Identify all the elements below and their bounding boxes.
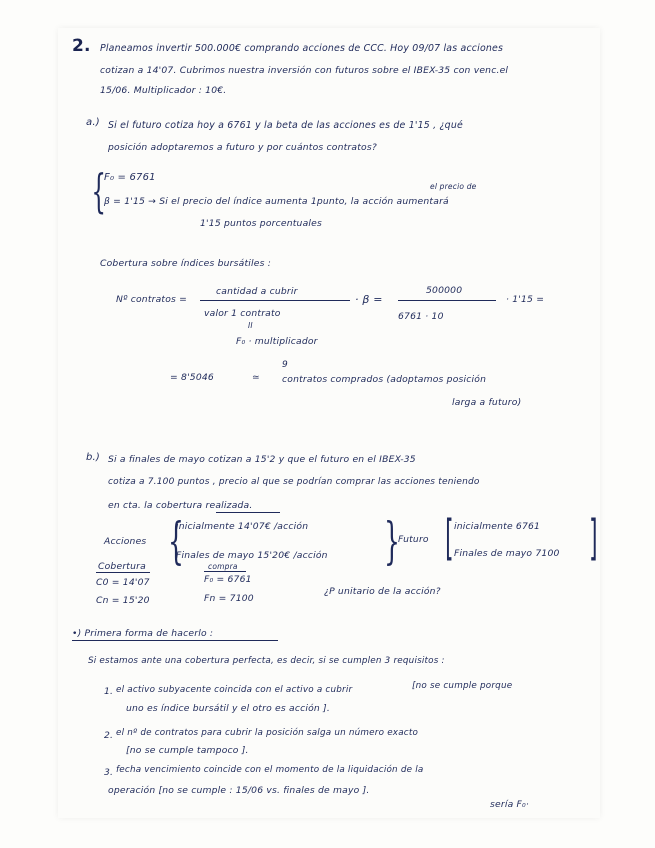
formula-denominator: valor 1 contrato <box>204 308 281 319</box>
formula-substitution: F₀ · multiplicador <box>236 336 318 347</box>
given-beta-cont: 1'15 puntos porcentuales <box>200 218 322 229</box>
item-2-line-1: el nº de contratos para cubrir la posición salga un número exacto <box>116 728 419 738</box>
part-a-question-1: Si el futuro cotiza hoy a 6761 y la beta de las acciones es de 1'15 , ¿qué <box>108 120 463 131</box>
formula-den-value: 6761 · 10 <box>398 311 444 322</box>
unit-price-question: ¿P unitario de la acción? <box>324 586 441 597</box>
item-3-line-3: sería F₀· <box>490 799 530 810</box>
formula-fraction-line <box>200 300 350 301</box>
first-method-intro: Si estamos ante una cobertura perfecta, es decir, si se cumplen 3 requisitos : <box>88 656 445 666</box>
formula-lhs: Nº contratos = <box>116 294 188 305</box>
acciones-label: Acciones <box>104 536 147 547</box>
item-2-line-2: [no se cumple tampoco ]. <box>126 745 249 756</box>
item-3-line-2: operación [no se cumple : 15/06 vs. finales de mayo ]. <box>108 785 370 796</box>
cobertura-label: Cobertura <box>98 561 146 572</box>
result-approx: ≃ <box>252 372 260 383</box>
compra-label-underline <box>204 571 246 572</box>
result-text-2: larga a futuro) <box>452 397 522 408</box>
given-f0: F₀ = 6761 <box>104 172 156 183</box>
futuro-final: Finales de mayo 7100 <box>454 548 560 559</box>
item-1-line-2: uno es índice bursátil y el otro es acción ]. <box>126 703 330 714</box>
section-title-cobertura: Cobertura sobre índices bursátiles : <box>100 258 272 269</box>
item-1-number: 1. <box>104 686 114 697</box>
statement-line-2: cotizan a 14'07. Cubrimos nuestra inversión con futuros sobre el IBEX-35 con venc.el <box>100 65 509 76</box>
acciones-brace: { <box>167 512 184 570</box>
result-rounded: 9 <box>282 360 288 370</box>
part-b-question-3: en cta. la cobertura realizada. <box>108 500 253 511</box>
cobertura-label-underline <box>96 572 150 573</box>
part-b-label: b.) <box>86 452 101 463</box>
given-brace: { <box>91 164 106 218</box>
item-3-number: 3. <box>104 767 114 778</box>
value-c0: C0 = 14'07 <box>96 577 150 588</box>
formula-numerator: cantidad a cubrir <box>216 286 298 297</box>
item-1-line-1: el activo subyacente coincida con el activo a cubrir <box>116 685 353 695</box>
item-1-bracket: [no se cumple porque <box>412 681 513 691</box>
given-beta-note: el precio de <box>430 182 477 191</box>
first-method-underline <box>72 640 278 641</box>
futuro-bracket-open: [ <box>445 510 454 566</box>
value-fn: Fn = 7100 <box>204 593 254 604</box>
formula-beta-value: · 1'15 = <box>506 294 545 305</box>
item-3-line-1: fecha vencimiento coincide con el momento de la liquidación de la <box>116 765 424 775</box>
formula-times-beta: · β = <box>355 293 383 306</box>
part-a-label: a.) <box>86 117 100 128</box>
acciones-final: Finales de mayo 15'20€ /acción <box>176 550 328 561</box>
value-f0: F₀ = 6761 <box>204 574 252 585</box>
part-b-question-2: cotiza a 7.100 puntos , precio al que se podrían comprar las acciones teniendo <box>108 477 480 487</box>
first-method-title: •) Primera forma de hacerlo : <box>72 628 214 639</box>
futuro-label: Futuro <box>398 534 429 545</box>
result-value: = 8'5046 <box>170 372 214 383</box>
futuro-bracket-close: ] <box>589 510 598 566</box>
statement-line-1: Planeamos invertir 500.000€ comprando acciones de CCC. Hoy 09/07 las acciones <box>100 43 504 54</box>
part-a-question-2: posición adoptaremos a futuro y por cuántos contratos? <box>108 142 377 153</box>
problem-number: 2. <box>72 36 91 56</box>
acciones-initial: inicialmente 14'07€ /acción <box>176 521 309 532</box>
acciones-close-brace: } <box>383 512 400 570</box>
cobertura-underline <box>216 512 280 513</box>
compra-label: compra <box>208 562 238 571</box>
formula-num-value: 500000 <box>426 285 463 296</box>
item-2-number: 2. <box>104 730 114 741</box>
result-text: contratos comprados (adoptamos posición <box>282 374 487 385</box>
futuro-initial: inicialmente 6761 <box>454 521 541 532</box>
part-b-question-1: Si a finales de mayo cotizan a 15'2 y que el futuro en el IBEX-35 <box>108 454 416 465</box>
formula-equals-mark: II <box>248 321 253 330</box>
statement-line-3: 15/06. Multiplicador : 10€. <box>100 85 227 96</box>
given-beta: β = 1'15 → Si el precio del índice aumenta 1punto, la acción aumentará <box>104 196 449 207</box>
value-cn: Cn = 15'20 <box>96 595 150 606</box>
formula-value-fraction-line <box>398 300 496 301</box>
